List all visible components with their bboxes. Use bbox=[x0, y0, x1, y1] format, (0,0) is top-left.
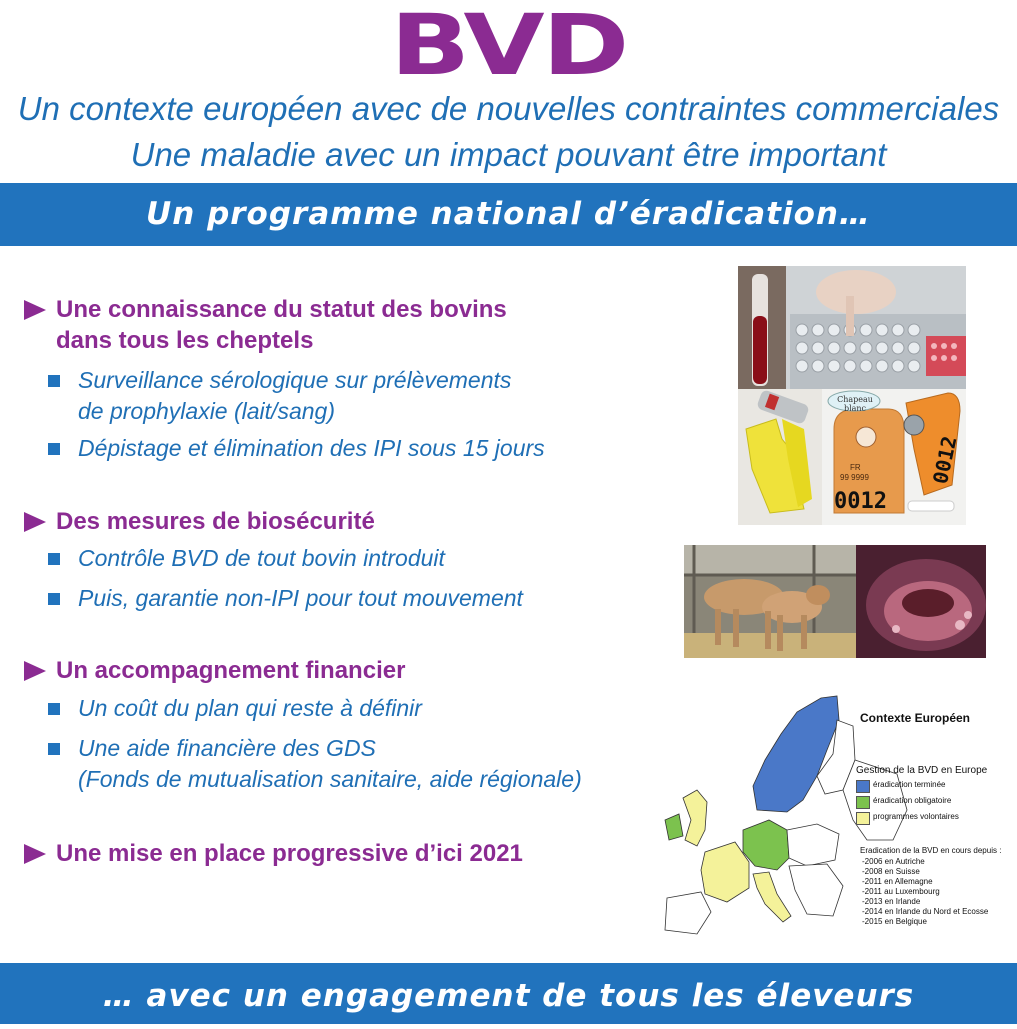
bullet-item-line: (Fonds de mutualisation sanitaire, aide régionale) bbox=[78, 766, 582, 792]
square-bullet-icon bbox=[48, 375, 60, 387]
map-date-item: -2014 en Irlande du Nord et Ecosse bbox=[862, 907, 989, 916]
mouth-lesion-photo bbox=[856, 545, 986, 658]
lab-samples-photo bbox=[738, 266, 966, 389]
ear-tags-photo bbox=[738, 389, 966, 525]
map-title: Contexte Européen bbox=[860, 711, 971, 725]
bullet-item-line: Surveillance sérologique sur prélèvements bbox=[78, 367, 512, 393]
subtitle-line-2: Une maladie avec un impact pouvant être important bbox=[130, 136, 887, 173]
map-legend-item bbox=[856, 811, 1006, 825]
legend-label: programmes volontaires bbox=[873, 812, 959, 821]
map-date-item: -2011 en Allemagne bbox=[862, 877, 933, 886]
map-date-item: -2015 en Belgique bbox=[862, 917, 927, 926]
triangle-bullet-icon bbox=[24, 300, 46, 320]
map-dates-title: Eradication de la BVD en cours depuis : bbox=[860, 846, 1002, 855]
banner-top: Un programme national d’éradication… bbox=[0, 183, 1017, 246]
triangle-bullet-icon bbox=[24, 844, 46, 864]
legend-swatch bbox=[856, 812, 870, 825]
bullet-item-line: Puis, garantie non-IPI pour tout mouvement bbox=[78, 585, 523, 611]
ear-tag-country: FR bbox=[850, 463, 861, 472]
section-heading-line: Des mesures de biosécurité bbox=[56, 508, 375, 535]
bullet-item-line: Un coût du plan qui reste à définir bbox=[78, 695, 422, 721]
map-legend-item bbox=[856, 779, 1006, 793]
map-date-item: -2013 en Irlande bbox=[862, 897, 921, 906]
ear-tag-herd: 99 9999 bbox=[840, 473, 869, 482]
legend-swatch bbox=[856, 780, 870, 793]
ear-tag-card-label: Chapeau blanc bbox=[837, 395, 873, 413]
page-title: BVD bbox=[390, 0, 627, 94]
legend-swatch bbox=[856, 796, 870, 809]
section-heading-line: Un accompagnement financier bbox=[56, 657, 406, 684]
map-date-item: -2008 en Suisse bbox=[862, 867, 920, 876]
map-legend-item bbox=[856, 795, 1006, 809]
square-bullet-icon bbox=[48, 443, 60, 455]
ear-tag-number: 0012 bbox=[834, 489, 887, 514]
square-bullet-icon bbox=[48, 593, 60, 605]
map-date-item: -2011 au Luxembourg bbox=[862, 887, 940, 896]
section-heading-line: dans tous les cheptels bbox=[56, 327, 314, 354]
bullet-item-line: Contrôle BVD de tout bovin introduit bbox=[78, 545, 445, 571]
triangle-bullet-icon bbox=[24, 661, 46, 681]
bullet-item-line: Dépistage et élimination des IPI sous 15 jours bbox=[78, 435, 545, 461]
square-bullet-icon bbox=[48, 553, 60, 565]
ear-tag-number-rotated: 0012 bbox=[928, 433, 962, 486]
bullet-item-line: Une aide financière des GDS bbox=[78, 735, 376, 761]
map-date-item: -2006 en Autriche bbox=[862, 857, 925, 866]
bullet-item-line: de prophylaxie (lait/sang) bbox=[78, 398, 335, 424]
section-heading-line: Une connaissance du statut des bovins bbox=[56, 296, 507, 323]
subtitle-line-1: Un contexte européen avec de nouvelles contraintes commerciales bbox=[17, 90, 1000, 127]
section-heading-line: Une mise en place progressive d’ici 2021 bbox=[56, 840, 523, 867]
banner-bottom: … avec un engagement de tous les éleveurs bbox=[0, 963, 1017, 1024]
legend-label: éradication terminée bbox=[873, 780, 946, 789]
calves-photo bbox=[684, 545, 856, 658]
triangle-bullet-icon bbox=[24, 512, 46, 532]
square-bullet-icon bbox=[48, 743, 60, 755]
map-legend-title: Gestion de la BVD en Europe bbox=[856, 765, 988, 776]
legend-label: éradication obligatoire bbox=[873, 796, 952, 805]
square-bullet-icon bbox=[48, 703, 60, 715]
